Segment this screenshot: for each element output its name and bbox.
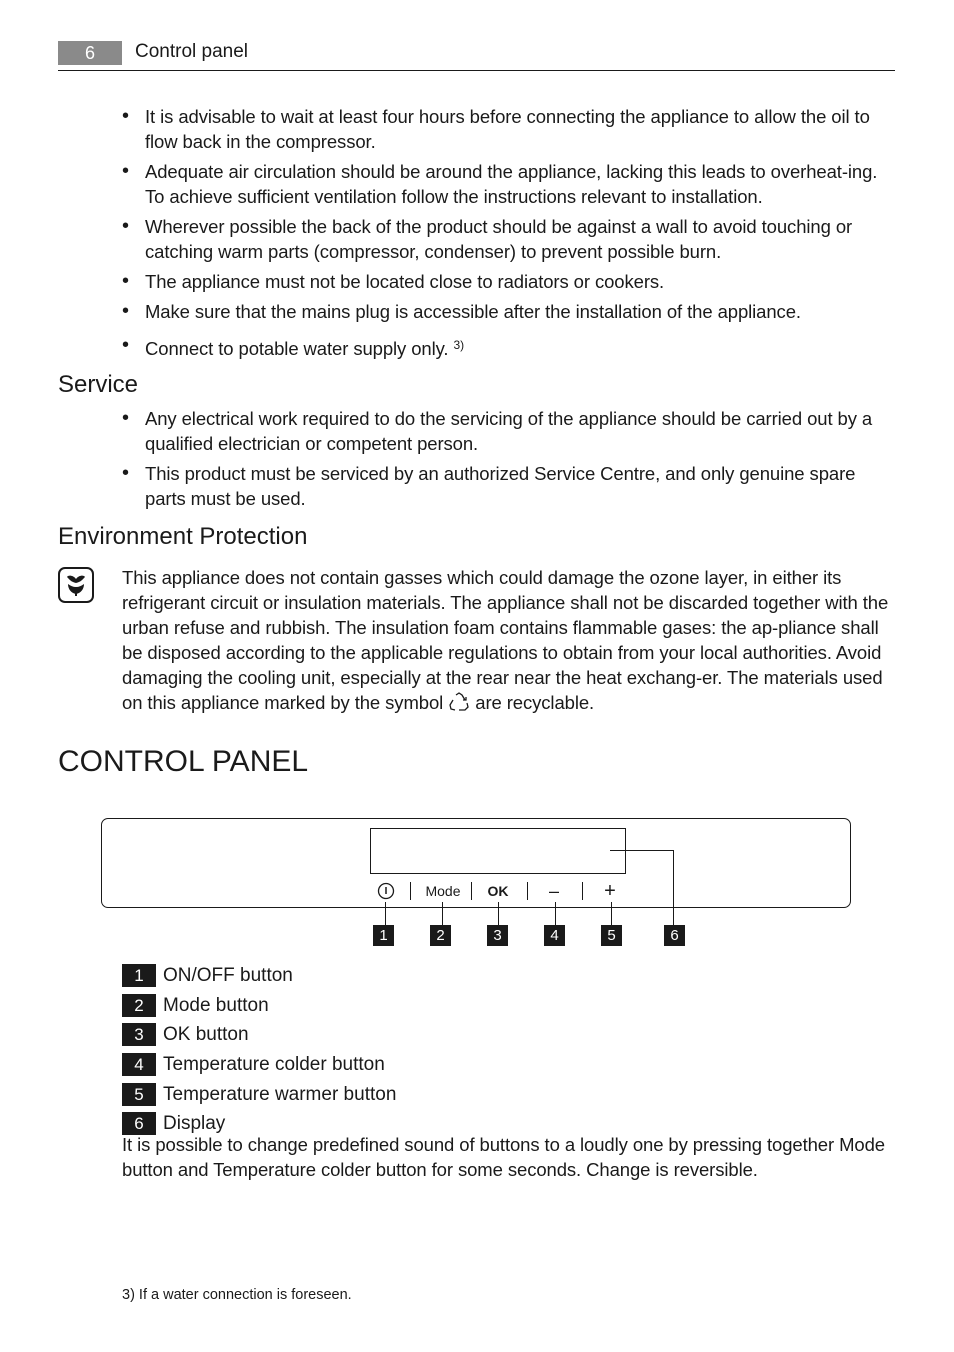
callout-leader bbox=[442, 902, 443, 926]
callout-badge: 6 bbox=[664, 925, 685, 946]
installation-list bbox=[122, 104, 897, 366]
legend-number: 1 bbox=[122, 964, 156, 987]
plus-button[interactable]: + bbox=[604, 880, 616, 902]
recycle-icon bbox=[448, 692, 470, 712]
panel-display bbox=[370, 828, 626, 874]
legend-number: 4 bbox=[122, 1053, 156, 1076]
callout-leader bbox=[611, 902, 612, 926]
callout-badge: 1 bbox=[373, 925, 394, 946]
legend-item bbox=[122, 991, 396, 1021]
legend-item bbox=[122, 1020, 396, 1050]
environment-paragraph: This appliance does not contain gasses which could damage the ozone layer, in either its refrigerant circuit or insulation materials. The appliance shall not be discarded together with the urban refuse and rubbish. The insulation foam contains flammable gases: the ap-pliance shall be disposed according to the applicable regulations to obtain from your local authorities. Avoid damaging the cooling unit, especially at the rear near the heat exchang-er. The materials used on this appliance marked by the symbol are recyclable. bbox=[122, 567, 889, 713]
callout-badge: 2 bbox=[430, 925, 451, 946]
legend-number: 3 bbox=[122, 1023, 156, 1046]
legend-item bbox=[122, 1079, 396, 1109]
callout-leader bbox=[498, 902, 499, 926]
legend-label: ON/OFF button bbox=[163, 965, 293, 987]
callout-badge: 4 bbox=[544, 925, 565, 946]
header-rule bbox=[58, 70, 895, 71]
legend-label: Mode button bbox=[163, 994, 269, 1016]
control-panel-legend bbox=[122, 961, 396, 1139]
list-item: • Wherever possible the back of the product should be against a wall to avoid touching or catching warm parts (compressor, condenser) to prevent possible burn. bbox=[122, 214, 897, 264]
header-section-title: Control panel bbox=[135, 41, 249, 62]
list-item: • Adequate air circulation should be around the appliance, lacking this leads to overheat-ing. To achieve sufficient ventilation follow the instructions relevant to installation. bbox=[122, 159, 897, 209]
display-leader-vertical bbox=[673, 850, 674, 926]
legend-number: 5 bbox=[122, 1083, 156, 1106]
control-panel-heading: CONTROL PANEL bbox=[58, 745, 309, 778]
display-leader-horizontal bbox=[610, 850, 674, 851]
legend-label: OK button bbox=[163, 1024, 249, 1046]
list-item: • Any electrical work required to do the servicing of the appliance should be carried out by a qualified electrician or competent person. bbox=[122, 406, 897, 456]
sound-note: It is possible to change predefined sound of buttons to a loudly one by pressing together Mode button and Temperature colder button for some seconds. Change is reversible. bbox=[122, 1134, 885, 1180]
service-heading: Service bbox=[58, 371, 139, 398]
page-number: 6 bbox=[58, 41, 122, 65]
footnote: 3) If a water connection is foreseen. bbox=[122, 1287, 352, 1303]
panel-separator bbox=[527, 882, 528, 900]
legend-item bbox=[122, 1050, 396, 1080]
environment-heading: Environment Protection bbox=[58, 523, 308, 550]
list-item: • Connect to potable water supply only. $^{3)}$ bbox=[122, 333, 897, 361]
panel-separator bbox=[410, 882, 411, 900]
callout-leader bbox=[555, 902, 556, 926]
legend-label: Display bbox=[163, 1113, 226, 1135]
list-item: • It is advisable to wait at least four hours before connecting the appliance to allow the oil to flow back in the compressor. bbox=[122, 104, 897, 154]
legend-number: 2 bbox=[122, 994, 156, 1017]
legend-label: Temperature colder button bbox=[163, 1054, 385, 1076]
service-list bbox=[122, 406, 897, 516]
legend-item bbox=[122, 961, 396, 991]
power-icon[interactable] bbox=[374, 880, 398, 902]
callout-badge: 3 bbox=[487, 925, 508, 946]
ok-button[interactable]: OK bbox=[487, 883, 509, 899]
list-item: • This product must be serviced by an authorized Service Centre, and only genuine spare parts must be used. bbox=[122, 461, 897, 511]
panel-separator bbox=[582, 882, 583, 900]
legend-label: Temperature warmer button bbox=[163, 1083, 397, 1105]
panel-separator bbox=[471, 882, 472, 900]
legend-number: 6 bbox=[122, 1112, 156, 1135]
list-item: • The appliance must not be located close to radiators or cookers. bbox=[122, 269, 897, 294]
footnote-ref: 3) bbox=[453, 338, 464, 352]
mode-button[interactable]: Mode bbox=[425, 883, 461, 899]
callout-badge: 5 bbox=[601, 925, 622, 946]
list-item: • Make sure that the mains plug is accessible after the installation of the appliance. bbox=[122, 299, 897, 324]
environment-symbol-icon bbox=[58, 567, 94, 603]
minus-button[interactable]: – bbox=[548, 881, 559, 901]
callout-leader bbox=[385, 902, 386, 926]
